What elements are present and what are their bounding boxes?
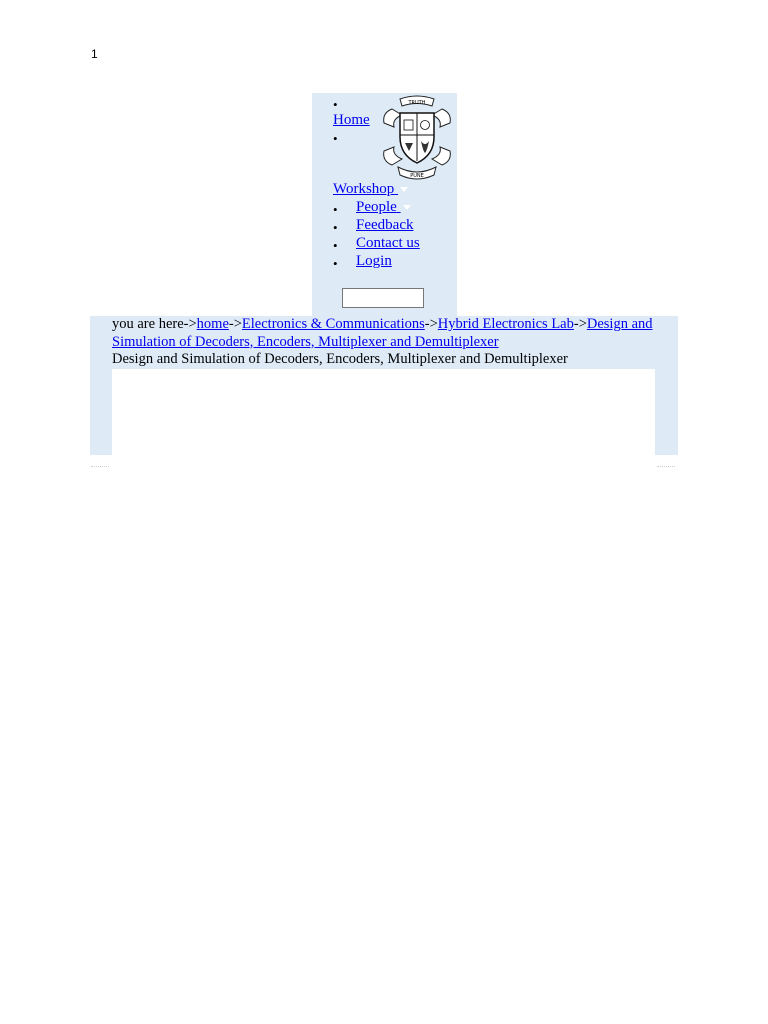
breadcrumb-separator: -> [228,316,242,332]
breadcrumb-separator: -> [573,316,587,332]
search-input[interactable] [342,288,424,308]
university-crest-logo [378,93,456,181]
nav-item-people[interactable] [356,199,411,216]
page-number: 1 [91,47,98,61]
nav-item-contact-us[interactable]: Contact us [356,235,420,251]
nav-item-home[interactable]: Home [333,112,370,128]
content-panel [90,316,678,455]
nav-item-login[interactable]: Login [356,253,392,269]
nav-bullet: • [333,256,338,271]
chevron-down-icon [403,205,411,210]
content-frame [112,369,655,469]
crest-bottom-text: PUNE [410,173,424,179]
nav-bullet: • [333,220,338,235]
nav-item-people-label: People [356,199,397,215]
breadcrumb-link-home[interactable]: home [196,316,229,332]
nav-menu [312,93,457,317]
divider [657,466,675,468]
nav-item-workshop[interactable] [333,181,408,198]
nav-bullet: • [333,97,338,112]
breadcrumb-separator: -> [424,316,438,332]
nav-bullet: • [333,202,338,217]
page-title: Design and Simulation of Decoders, Encoders, Multiplexer and Demultiplexer [112,351,568,367]
breadcrumb-link-experiment[interactable]: Design and Simulation of Decoders, Encoders, Multiplexer and Demultiplexer [112,316,653,350]
breadcrumb [112,316,657,351]
breadcrumb-link-lab[interactable]: Hybrid Electronics Lab [437,316,574,332]
chevron-down-icon [400,187,408,192]
breadcrumb-link-department[interactable]: Electronics & Communications [241,316,425,332]
nav-item-workshop-label: Workshop [333,181,395,197]
nav-bullet: • [333,238,338,253]
breadcrumb-prefix: you are here-> [112,316,197,332]
nav-item-feedback[interactable]: Feedback [356,217,414,233]
nav-bullet: • [333,131,338,146]
divider [91,466,109,468]
crest-top-text: TRUTH [408,100,426,106]
